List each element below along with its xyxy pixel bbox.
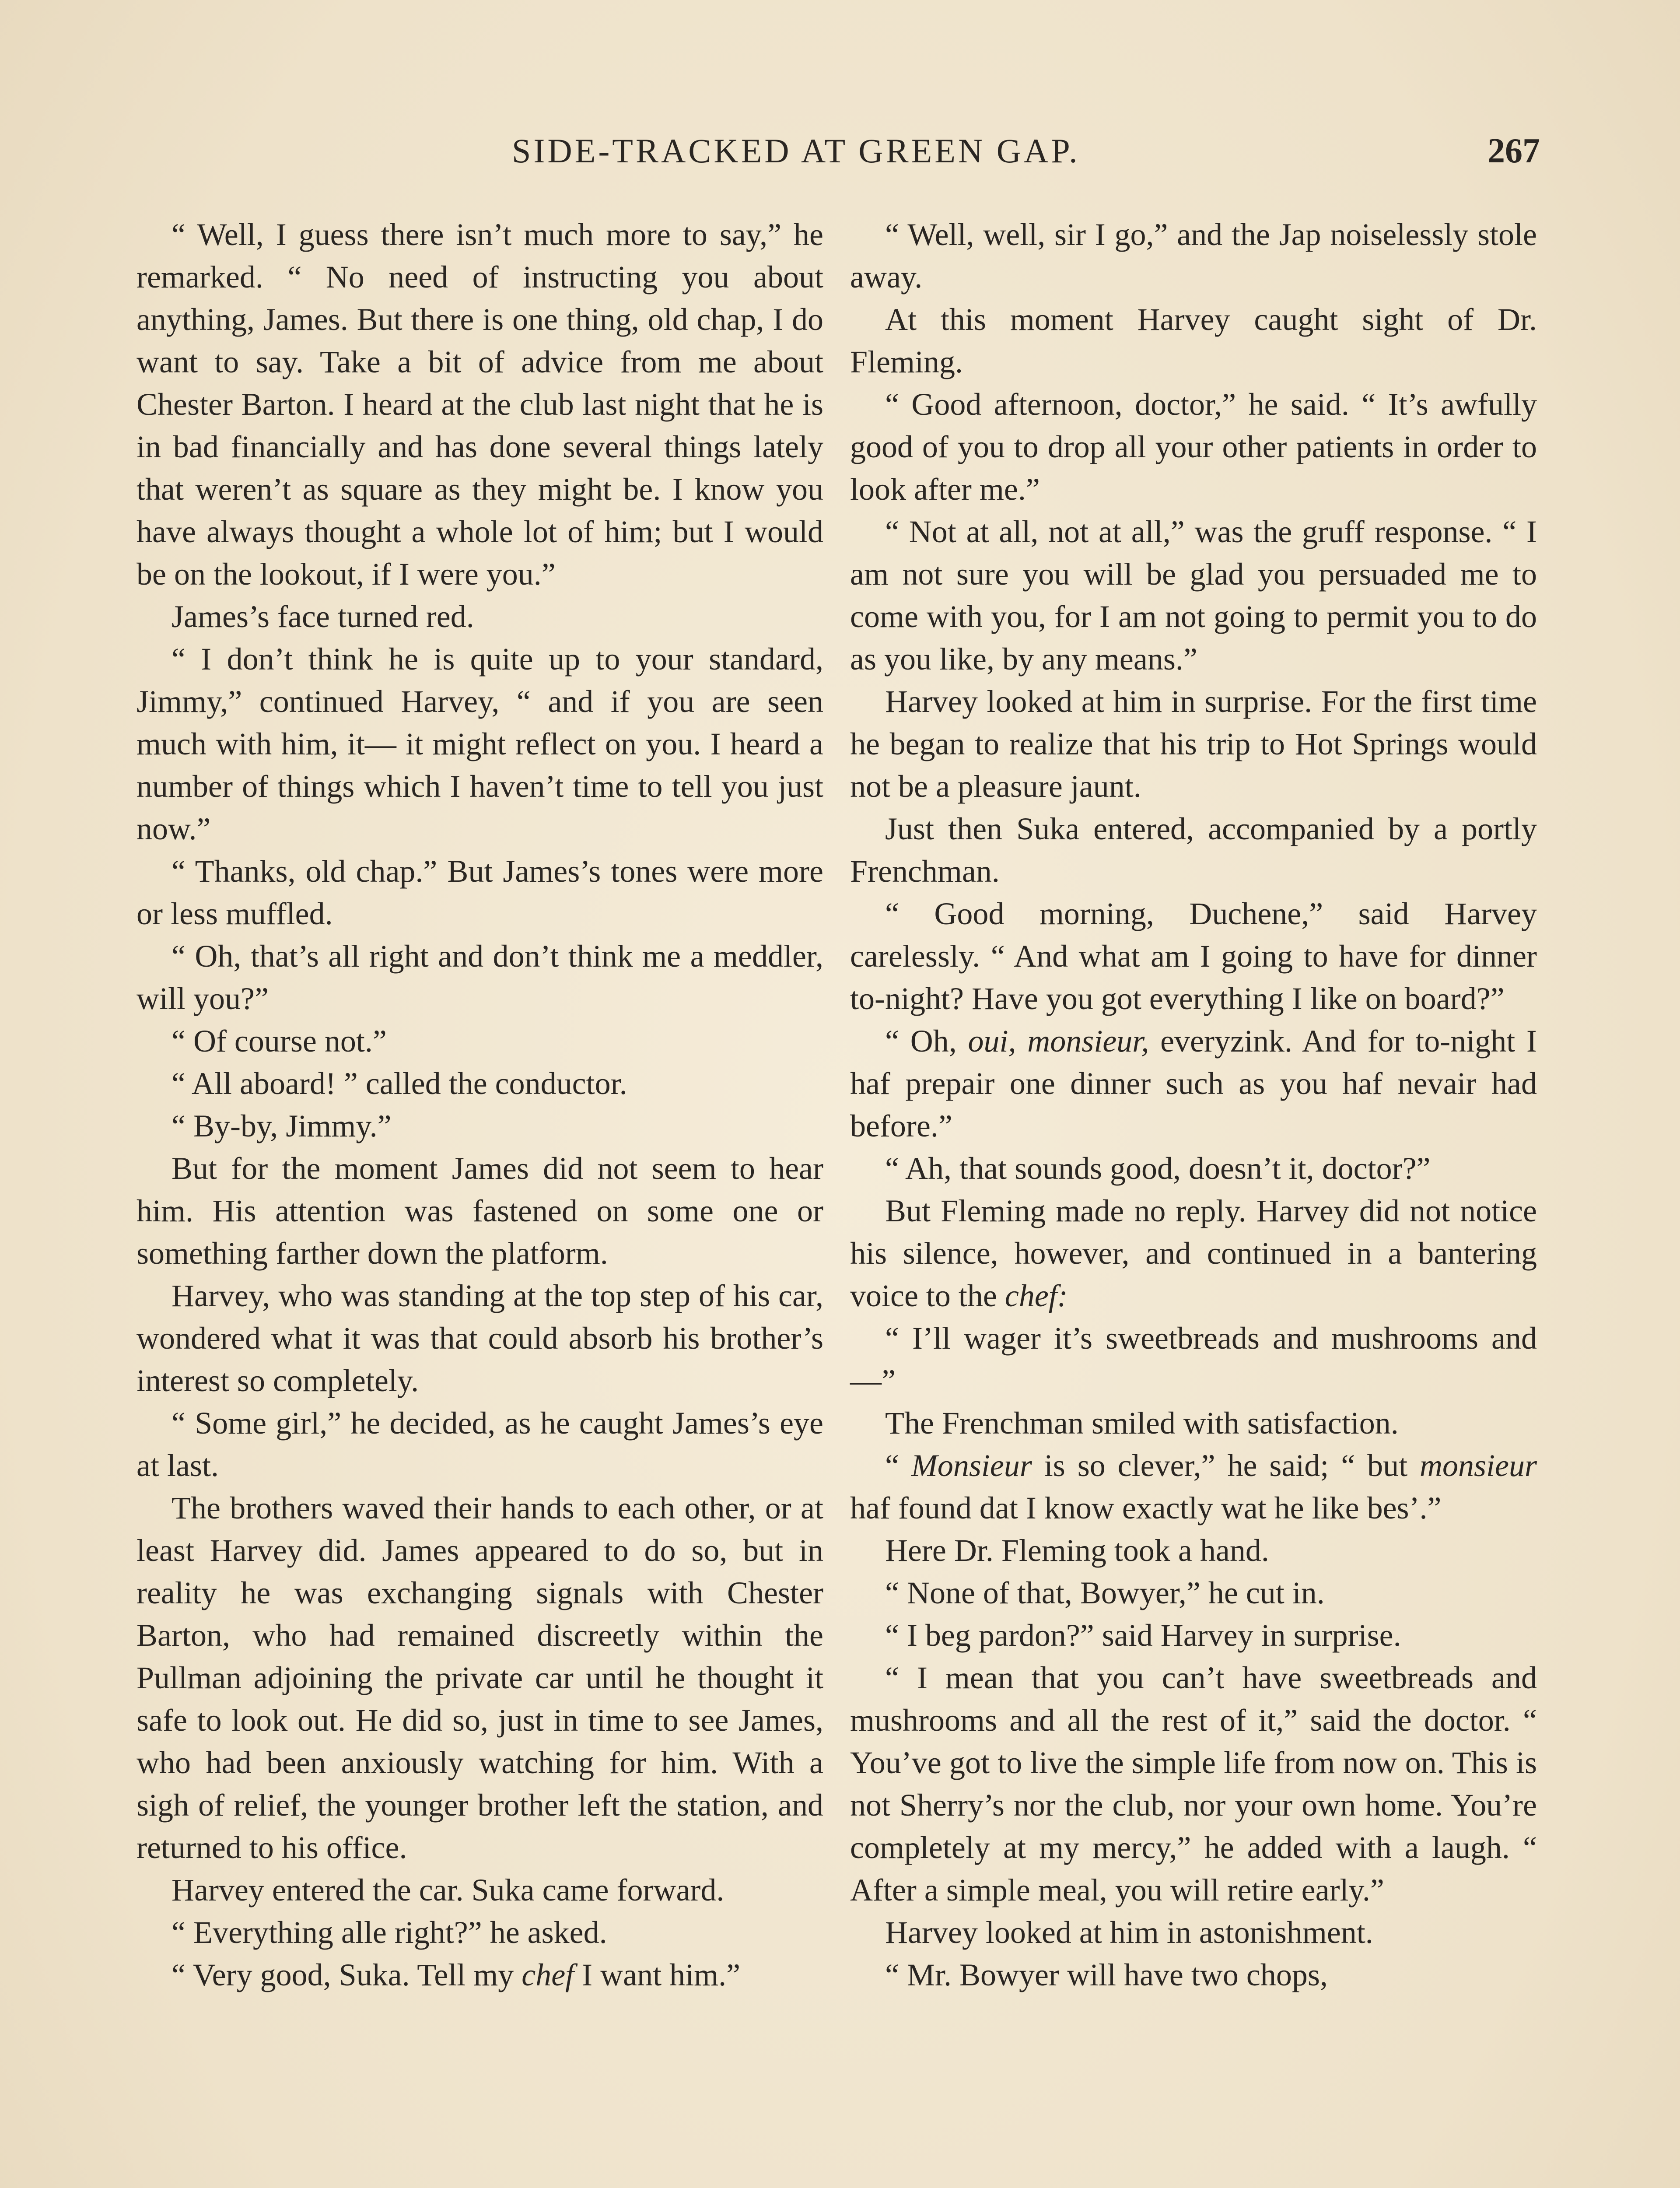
italic-text: chef: bbox=[1004, 1278, 1068, 1313]
paragraph: At this moment Harvey caught sight of Dr. Fleming. bbox=[850, 302, 1537, 379]
paragraph: Harvey looked at him in astonishment. bbox=[885, 1915, 1373, 1950]
paragraph: “ Oh, that’s all right and don’t think me a meddler, will you?” bbox=[136, 939, 823, 1016]
italic-text: Monsieur bbox=[911, 1448, 1032, 1483]
paragraph: “ All aboard! ” called the conductor. bbox=[172, 1066, 627, 1101]
paragraph: The brothers waved their hands to each other, or at least Harvey did. James appeared to do so, but in reality he was exchanging signals with Chester Barton, who had remained discreetly within the Pullman adjoining the private car until he thought it safe to look out. He did so, just in time to see James, who had been anxiously watching for him. With a sigh of relief, the younger brother left the station, and returned to his office. bbox=[136, 1490, 823, 1865]
paragraph: “ Mr. Bowyer will have two chops, bbox=[885, 1957, 1328, 1992]
paragraph: Here Dr. Fleming took a hand. bbox=[885, 1533, 1269, 1568]
paragraph: Just then Suka entered, accompanied by a portly Frenchman. bbox=[850, 811, 1537, 889]
paragraph: But for the moment James did not seem to hear him. His attention was fastened on some one or something farther down the platform. bbox=[136, 1151, 823, 1271]
paragraph: “ Not at all, not at all,” was the gruff response. “ I am not sure you will be glad you persuaded me to come with you, for I am not going to permit you to do as you like, by any means.” bbox=[850, 514, 1537, 677]
paragraph bbox=[850, 1445, 1537, 1529]
text-run: “ bbox=[885, 1448, 911, 1483]
italic-text: chef bbox=[522, 1957, 574, 1992]
paragraph: “ Good morning, Duchene,” said Harvey carelessly. “ And what am I going to have for dinner to-night? Have you got everything I like on board?” bbox=[850, 896, 1537, 1016]
paragraph bbox=[850, 1190, 1537, 1317]
text-run: everyzink. And for to-night I haf prepair one dinner such as you haf nevair had before.” bbox=[850, 1024, 1537, 1143]
paragraph: Harvey looked at him in surprise. For the first time he began to realize that his trip to Hot Springs would not be a pleasure jaunt. bbox=[850, 684, 1537, 804]
page-number: 267 bbox=[1488, 132, 1540, 170]
paragraph: The Frenchman smiled with satisfaction. bbox=[885, 1406, 1399, 1441]
paragraph: “ I’ll wager it’s sweetbreads and mushrooms and—” bbox=[850, 1321, 1537, 1398]
paragraph: “ I mean that you can’t have sweetbreads and mushrooms and all the rest of it,” said the doctor. “ You’ve got to live the simple life from now on. This is not Sherry’s nor the club, nor your own home. You’re completely at my mercy,” he added with a laugh. “ After a simple meal, you will retire early.” bbox=[850, 1660, 1537, 1907]
paragraph: “ Some girl,” he decided, as he caught James’s eye at last. bbox=[136, 1406, 823, 1483]
paragraph bbox=[850, 1020, 1537, 1147]
paragraph: “ None of that, Bowyer,” he cut in. bbox=[885, 1575, 1325, 1610]
running-header bbox=[131, 131, 1540, 193]
paragraph: “ Good afternoon, doctor,” he said. “ It’s awfully good of you to drop all your other patients in order to look after me.” bbox=[850, 387, 1537, 507]
text-run: But Fleming made no reply. Harvey did not notice his silence, however, and continued in a bantering voice to the bbox=[850, 1193, 1537, 1313]
left-column bbox=[136, 214, 823, 1996]
paragraph: Harvey entered the car. Suka came forward. bbox=[172, 1872, 724, 1907]
paragraph: “ Thanks, old chap.” But James’s tones were more or less muffled. bbox=[136, 854, 823, 931]
paragraph: James’s face turned red. bbox=[172, 599, 474, 634]
text-run: “ Very good, Suka. Tell my bbox=[172, 1957, 522, 1992]
paragraph: “ Ah, that sounds good, doesn’t it, doctor?” bbox=[885, 1151, 1431, 1186]
text-run: “ Oh, bbox=[885, 1024, 968, 1059]
paragraph: “ Well, I guess there isn’t much more to say,” he remarked. “ No need of instructing you about anything, James. But there is one thing, old chap, I do want to say. Take a bit of advice from me about Chester Barton. I heard at the club last night that he is in bad financially and has done several things lately that weren’t as square as they might be. I know you have always thought a whole lot of him; but I would be on the lookout, if I were you.” bbox=[136, 217, 823, 592]
paragraph: “ Everything alle right?” he asked. bbox=[172, 1915, 607, 1950]
paragraph: “ I don’t think he is quite up to your standard, Jimmy,” continued Harvey, “ and if you are seen much with him, it— it might reflect on you. I heard a number of things which I haven’t time to tell you just now.” bbox=[136, 642, 823, 846]
paragraph bbox=[136, 1954, 823, 1996]
italic-text: oui, monsieur, bbox=[968, 1024, 1149, 1059]
paragraph: “ By-by, Jimmy.” bbox=[172, 1108, 392, 1143]
paragraph: “ Of course not.” bbox=[172, 1024, 387, 1059]
paragraph: Harvey, who was standing at the top step of his car, wondered what it was that could absorb his brother’s interest so completely. bbox=[136, 1278, 823, 1398]
right-column bbox=[850, 214, 1537, 1996]
italic-text: monsieur bbox=[1420, 1448, 1537, 1483]
chapter-title: SIDE-TRACKED AT GREEN GAP. bbox=[512, 132, 1080, 170]
text-run: I want him.” bbox=[574, 1957, 741, 1992]
paragraph: “ I beg pardon?” said Harvey in surprise. bbox=[885, 1618, 1401, 1653]
paragraph: “ Well, well, sir I go,” and the Jap noiselessly stole away. bbox=[850, 217, 1537, 295]
text-run: is so clever,” he said; “ but bbox=[1032, 1448, 1420, 1483]
text-run: haf found dat I know exactly wat he like bes’.” bbox=[850, 1490, 1442, 1525]
